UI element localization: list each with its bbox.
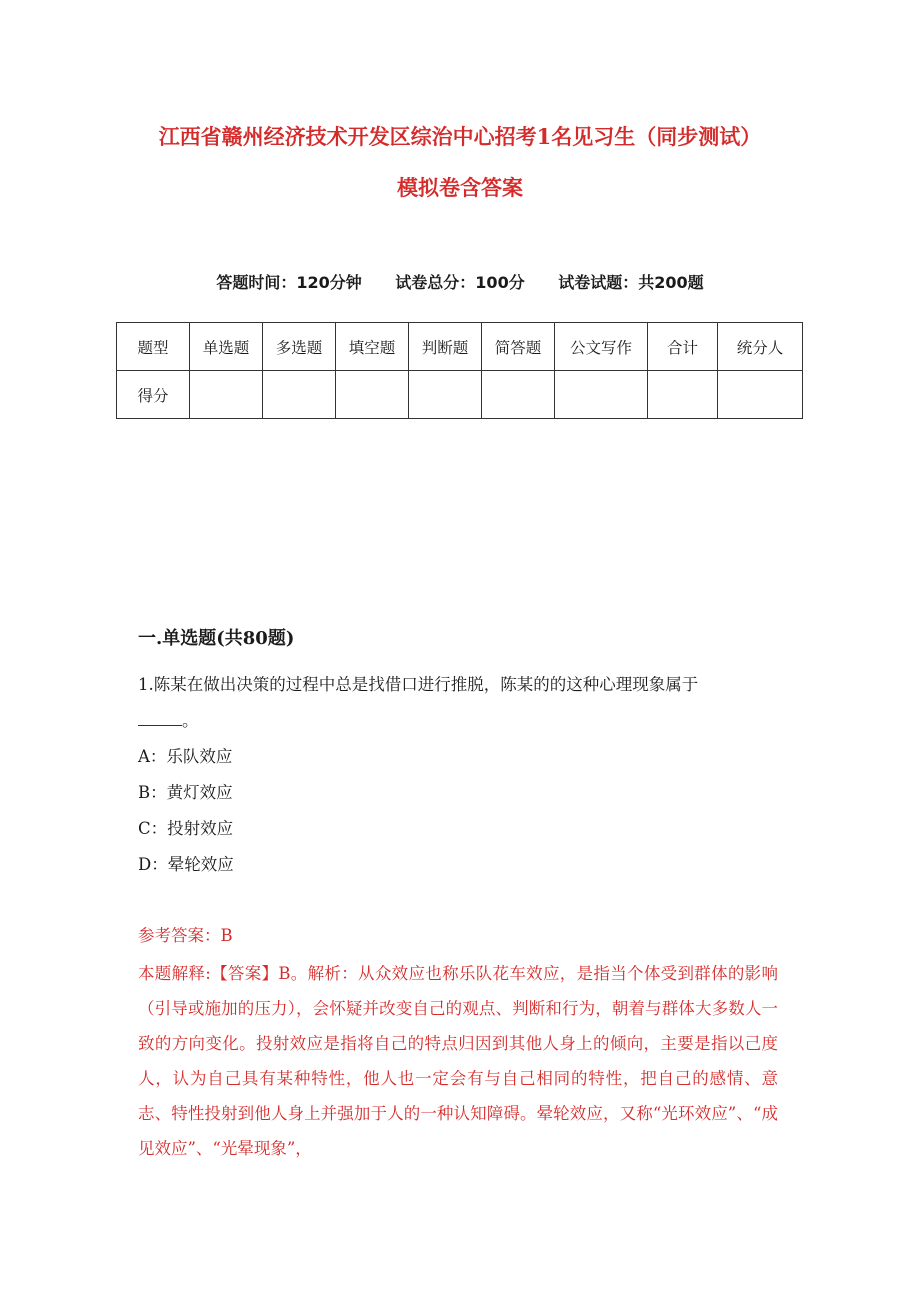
score-table-score-row <box>117 371 803 419</box>
score-table <box>116 322 803 419</box>
score-header-cell: 填空题 <box>336 323 409 371</box>
score-cell <box>190 371 263 419</box>
score-header-cell: 判断题 <box>409 323 482 371</box>
score-row-label: 得分 <box>117 371 190 419</box>
question-stem-end: 。 <box>182 711 199 730</box>
score-header-cell: 简答题 <box>482 323 555 371</box>
score-header-cell: 题型 <box>117 323 190 371</box>
exam-total-score: 试卷总分：100分 <box>395 273 525 292</box>
score-cell <box>263 371 336 419</box>
question-stem <box>138 667 788 739</box>
score-header-cell: 统分人 <box>718 323 803 371</box>
exam-meta <box>0 270 920 293</box>
score-header-cell: 单选题 <box>190 323 263 371</box>
document-title-line1: 江西省赣州经济技术开发区综治中心招考1名见习生（同步测试） <box>158 124 762 149</box>
option-a: A：乐队效应 <box>138 747 233 766</box>
answer-explanation: 本题解释:【答案】B。解析：从众效应也称乐队花车效应，是指当个体受到群体的影响（引导或施加的压力），会怀疑并改变自己的观点、判断和行为，朝着与群体大多数人一致的方向变化。投射效应是指将自己的特点归因到其他人身上的倾向，主要是指以己度人，认为自己具有某种特性，他人也一定会有与自己相同的特性，把自己的感情、意志、特性投射到他人身上并强加于人的一种认知障碍。晕轮效应，又称“光环效应”、“成见效应”、“光晕现象”， <box>138 964 778 1158</box>
document-title-line2: 模拟卷含答案 <box>397 175 523 200</box>
score-header-cell: 多选题 <box>263 323 336 371</box>
score-cell <box>482 371 555 419</box>
score-cell <box>409 371 482 419</box>
score-cell <box>648 371 718 419</box>
score-header-cell: 公文写作 <box>555 323 648 371</box>
option-c: C：投射效应 <box>138 819 234 838</box>
score-cell <box>555 371 648 419</box>
reference-answer: 参考答案：B <box>138 926 233 945</box>
exam-total-questions: 试卷试题：共200题 <box>558 273 704 292</box>
option-d: D：晕轮效应 <box>138 855 234 874</box>
score-header-cell: 合计 <box>648 323 718 371</box>
score-cell <box>718 371 803 419</box>
answer-blank <box>138 711 182 726</box>
exam-time: 答题时间：120分钟 <box>216 273 362 292</box>
section-title: 一.单选题(共80题) <box>138 628 295 649</box>
option-b: B：黄灯效应 <box>138 783 233 802</box>
question-stem-text: 1.陈某在做出决策的过程中总是找借口进行推脱，陈某的的这种心理现象属于 <box>138 675 699 694</box>
score-cell <box>336 371 409 419</box>
score-table-header-row <box>117 323 803 371</box>
